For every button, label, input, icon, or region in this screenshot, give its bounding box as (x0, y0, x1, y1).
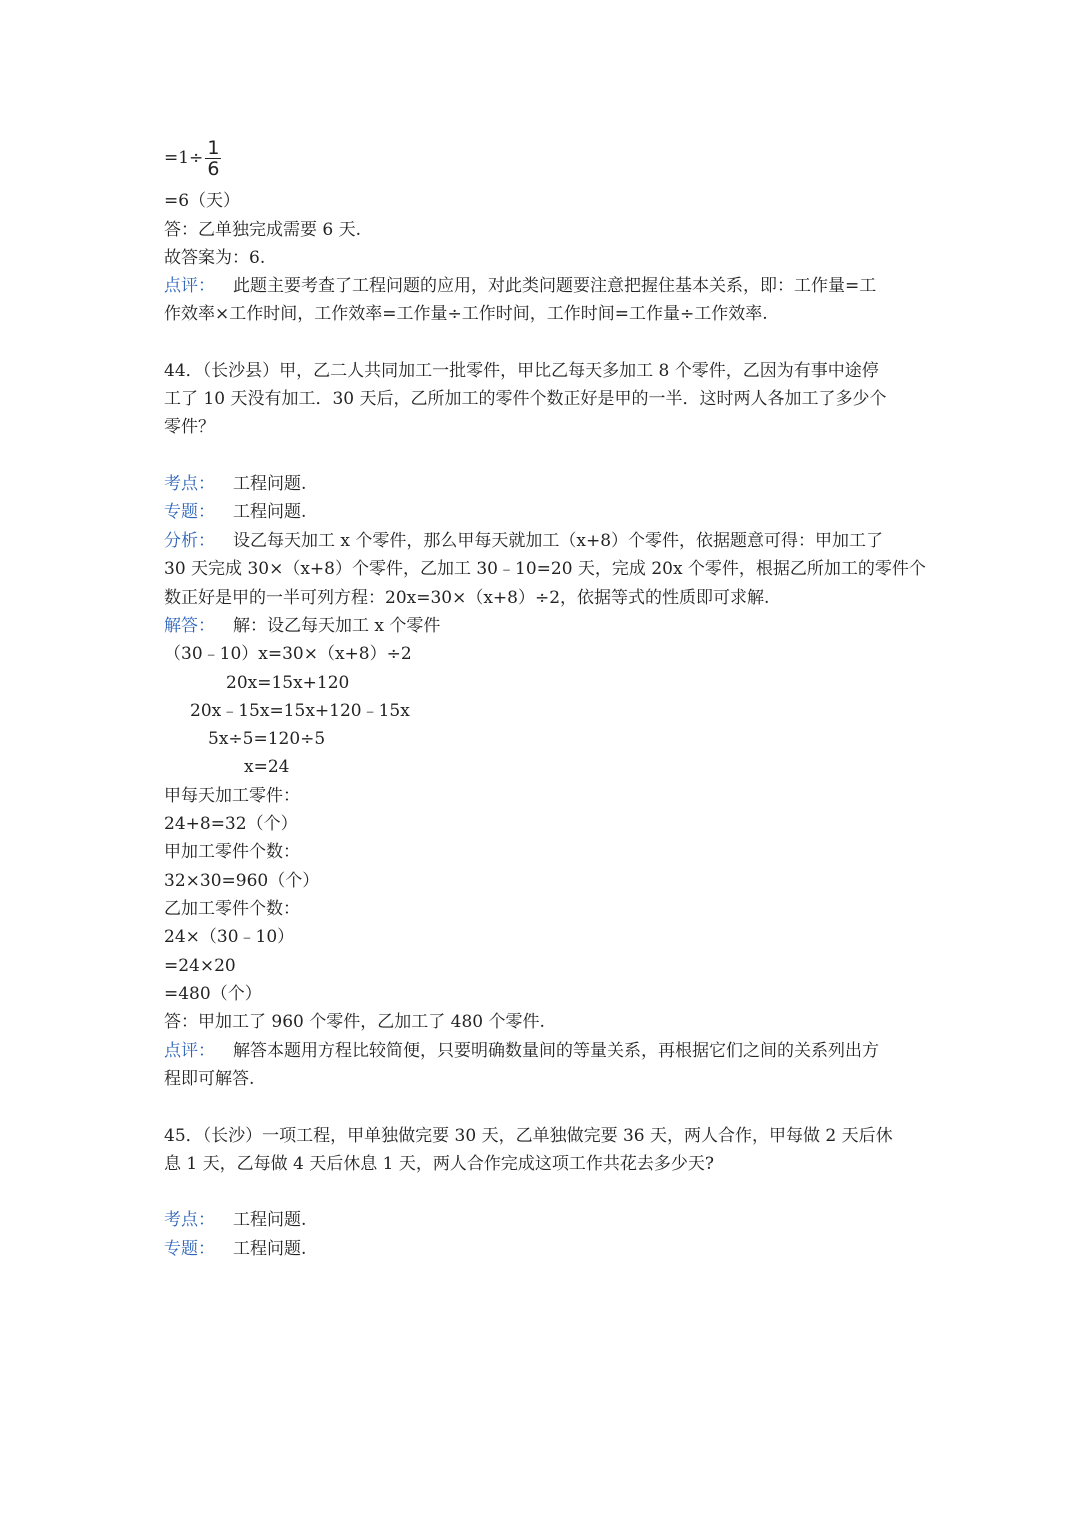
review-label: 点评： (164, 276, 215, 296)
equation-step-2: 20x=15x+120 (226, 673, 350, 693)
topic-text: 工程问题. (233, 474, 307, 494)
final-answer-line: 故答案为：6. (164, 248, 266, 268)
step-calc-jia-total: 32×30=960（个） (164, 871, 320, 891)
subject-line-44 (164, 498, 306, 526)
review-line-2: 作效率×工作时间，工作效率=工作量÷工作时间，工作时间=工作量÷工作效率. (164, 304, 768, 324)
fraction-denominator: 6 (207, 158, 220, 180)
analysis-text: 设乙每天加工 x 个零件，那么甲每天就加工（x+8）个零件，依据题意可得：甲加工了 (233, 531, 884, 551)
subject-label: 专题： (164, 1239, 215, 1259)
topic-text: 工程问题. (233, 1210, 307, 1230)
subject-line-45 (164, 1235, 306, 1263)
analysis-line-1 (164, 527, 883, 555)
equation-step-3: 20x﹣15x=15x+120﹣15x (190, 701, 410, 721)
analysis-label: 分析： (164, 531, 215, 551)
equation-step-5: x=24 (244, 757, 290, 777)
subject-text: 工程问题. (233, 502, 307, 522)
step-calc-yi-3: =480（个） (164, 984, 262, 1004)
equation-step-4: 5x÷5=120÷5 (208, 729, 326, 749)
problem-45-line-1: 45．（长沙）一项工程，甲单独做完要 30 天，乙单独做完要 36 天，两人合作，甲每做 2 天后休 (164, 1126, 893, 1146)
review-line-1 (164, 272, 876, 300)
problem-44-line-2: 工了 10 天没有加工．30 天后，乙所加工的零件个数正好是甲的一半．这时两人各加工了多少个 (164, 389, 887, 409)
topic-label: 考点： (164, 474, 215, 494)
problem-45-line-2: 息 1 天，乙每做 4 天后休息 1 天，两人合作完成这项工作共花去多少天? (164, 1154, 714, 1174)
review-text: 此题主要考查了工程问题的应用，对此类问题要注意把握住基本关系，即：工作量=工 (233, 276, 877, 296)
equation-line-fraction (164, 136, 221, 180)
problem-44-line-1: 44．（长沙县）甲，乙二人共同加工一批零件，甲比乙每天多加工 8 个零件，乙因为有事中途停 (164, 361, 879, 381)
analysis-line-2: 30 天完成 30×（x+8）个零件，乙加工 30﹣10=20 天，完成 20x 个零件，根据乙所加工的零件个 (164, 559, 926, 579)
step-label-yi-total: 乙加工零件个数： (164, 899, 300, 919)
topic-line-45 (164, 1206, 306, 1234)
step-label-jia-daily: 甲每天加工零件： (164, 786, 300, 806)
equation-step-1: （30﹣10）x=30×（x+8）÷2 (164, 644, 412, 664)
solution-text: 解：设乙每天加工 x 个零件 (233, 616, 441, 636)
review-label: 点评： (164, 1041, 215, 1061)
review-line-44-2: 程即可解答. (164, 1069, 255, 1089)
solution-label: 解答： (164, 616, 215, 636)
step-calc-jia-daily: 24+8=32（个） (164, 814, 298, 834)
step-label-jia-total: 甲加工零件个数： (164, 842, 300, 862)
analysis-line-3: 数正好是甲的一半可列方程：20x=30×（x+8）÷2，依据等式的性质即可求解. (164, 588, 770, 608)
result-line: =6（天） (164, 191, 241, 211)
fraction-numerator: 1 (207, 137, 220, 159)
equation-prefix: =1÷ (164, 148, 204, 168)
step-calc-yi-2: =24×20 (164, 956, 236, 976)
topic-line-44 (164, 470, 306, 498)
review-line-44-1 (164, 1037, 879, 1065)
topic-label: 考点： (164, 1210, 215, 1230)
subject-text: 工程问题. (233, 1239, 307, 1259)
answer-line: 答：乙单独完成需要 6 天. (164, 220, 362, 240)
solution-line-1 (164, 612, 440, 640)
subject-label: 专题： (164, 502, 215, 522)
fraction (205, 138, 221, 179)
step-calc-yi-1: 24×（30﹣10） (164, 927, 295, 947)
answer-line-44: 答：甲加工了 960 个零件，乙加工了 480 个零件. (164, 1012, 545, 1032)
problem-44-line-3: 零件？ (164, 417, 215, 437)
review-text: 解答本题用方程比较简便，只要明确数量间的等量关系，再根据它们之间的关系列出方 (233, 1041, 879, 1061)
